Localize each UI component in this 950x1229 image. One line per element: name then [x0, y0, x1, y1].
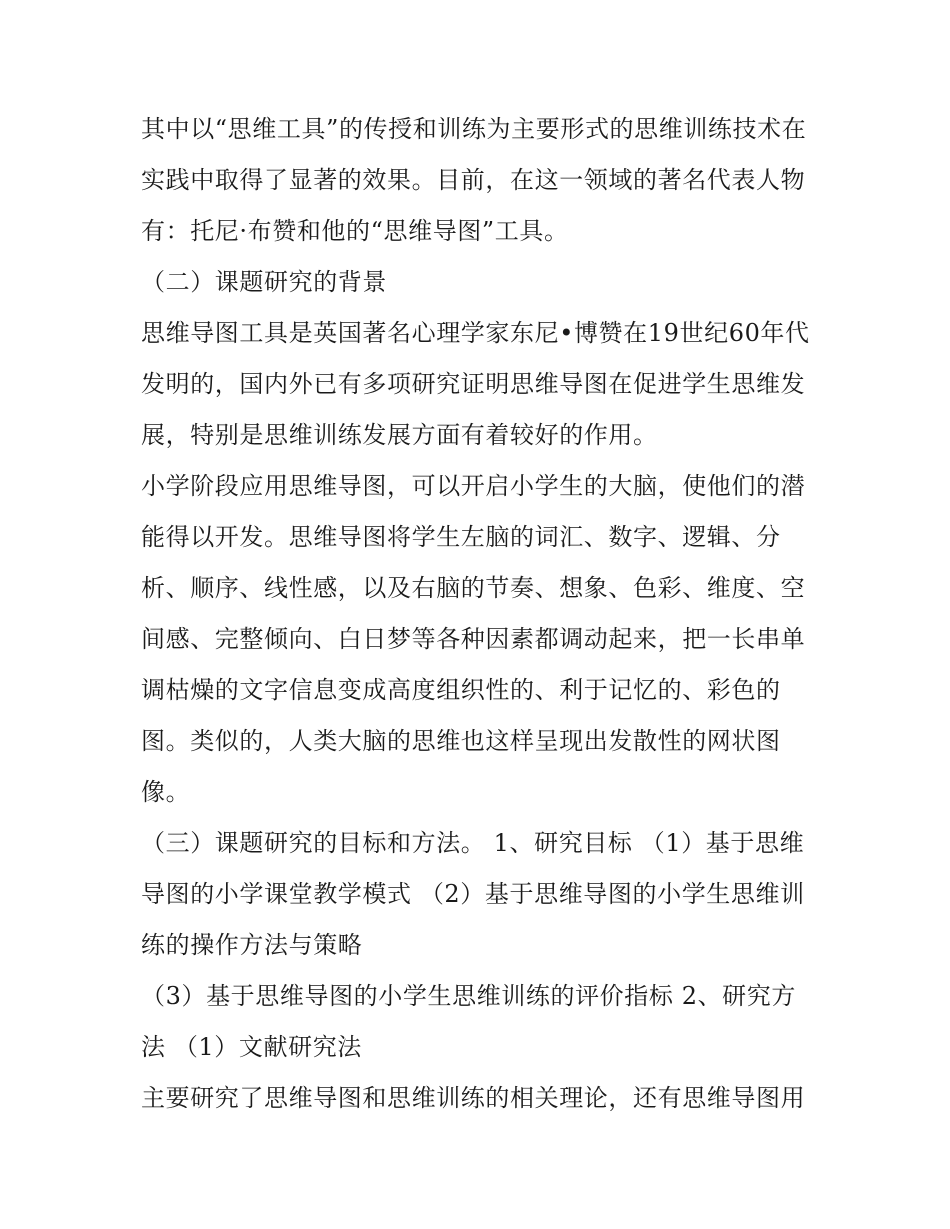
section-heading: （二）课题研究的背景 [141, 268, 387, 296]
text-line: 主要研究了思维导图和思维训练的相关理论，还有思维导图用 [141, 1084, 806, 1112]
text-line: 发明的，国内外已有多项研究证明思维导图在促进学生思维发 [141, 370, 806, 398]
text-line: 有：托尼·布赞和他的“思维导图”工具。 [141, 217, 569, 245]
text-line: 法 （1）文献研究法 [141, 1033, 362, 1061]
text-line: 实践中取得了显著的效果。目前，在这一领域的著名代表人物 [141, 166, 806, 194]
text-line: 间感、完整倾向、白日梦等各种因素都调动起来，把一长串单 [141, 625, 806, 653]
text-line: 思维导图工具是英国著名心理学家东尼•博赞在19世纪60年代 [141, 319, 810, 347]
text-line: （3）基于思维导图的小学生思维训练的评价指标 2、研究方 [141, 982, 796, 1010]
text-line: 像。 [141, 778, 191, 806]
text-line: 析、顺序、线性感，以及右脑的节奏、想象、色彩、维度、空 [141, 574, 806, 602]
text-line: 导图的小学课堂教学模式 （2）基于思维导图的小学生思维训 [141, 880, 805, 908]
text-line: 能得以开发。思维导图将学生左脑的词汇、数字、逻辑、分 [141, 523, 781, 551]
section-heading: （三）课题研究的目标和方法。 1、研究目标 （1）基于思维 [141, 829, 805, 857]
text-line: 图。类似的，人类大脑的思维也这样呈现出发散性的网状图 [141, 727, 781, 755]
text-line: 其中以“思维工具”的传授和训练为主要形式的思维训练技术在 [141, 115, 807, 143]
text-line: 练的操作方法与策略 [141, 931, 363, 959]
text-line: 展，特别是思维训练发展方面有着较好的作用。 [141, 421, 658, 449]
text-line: 调枯燥的文字信息变成高度组织性的、利于记忆的、彩色的 [141, 676, 781, 704]
document-body [141, 104, 813, 1124]
text-line: 小学阶段应用思维导图，可以开启小学生的大脑，使他们的潜 [141, 472, 806, 500]
